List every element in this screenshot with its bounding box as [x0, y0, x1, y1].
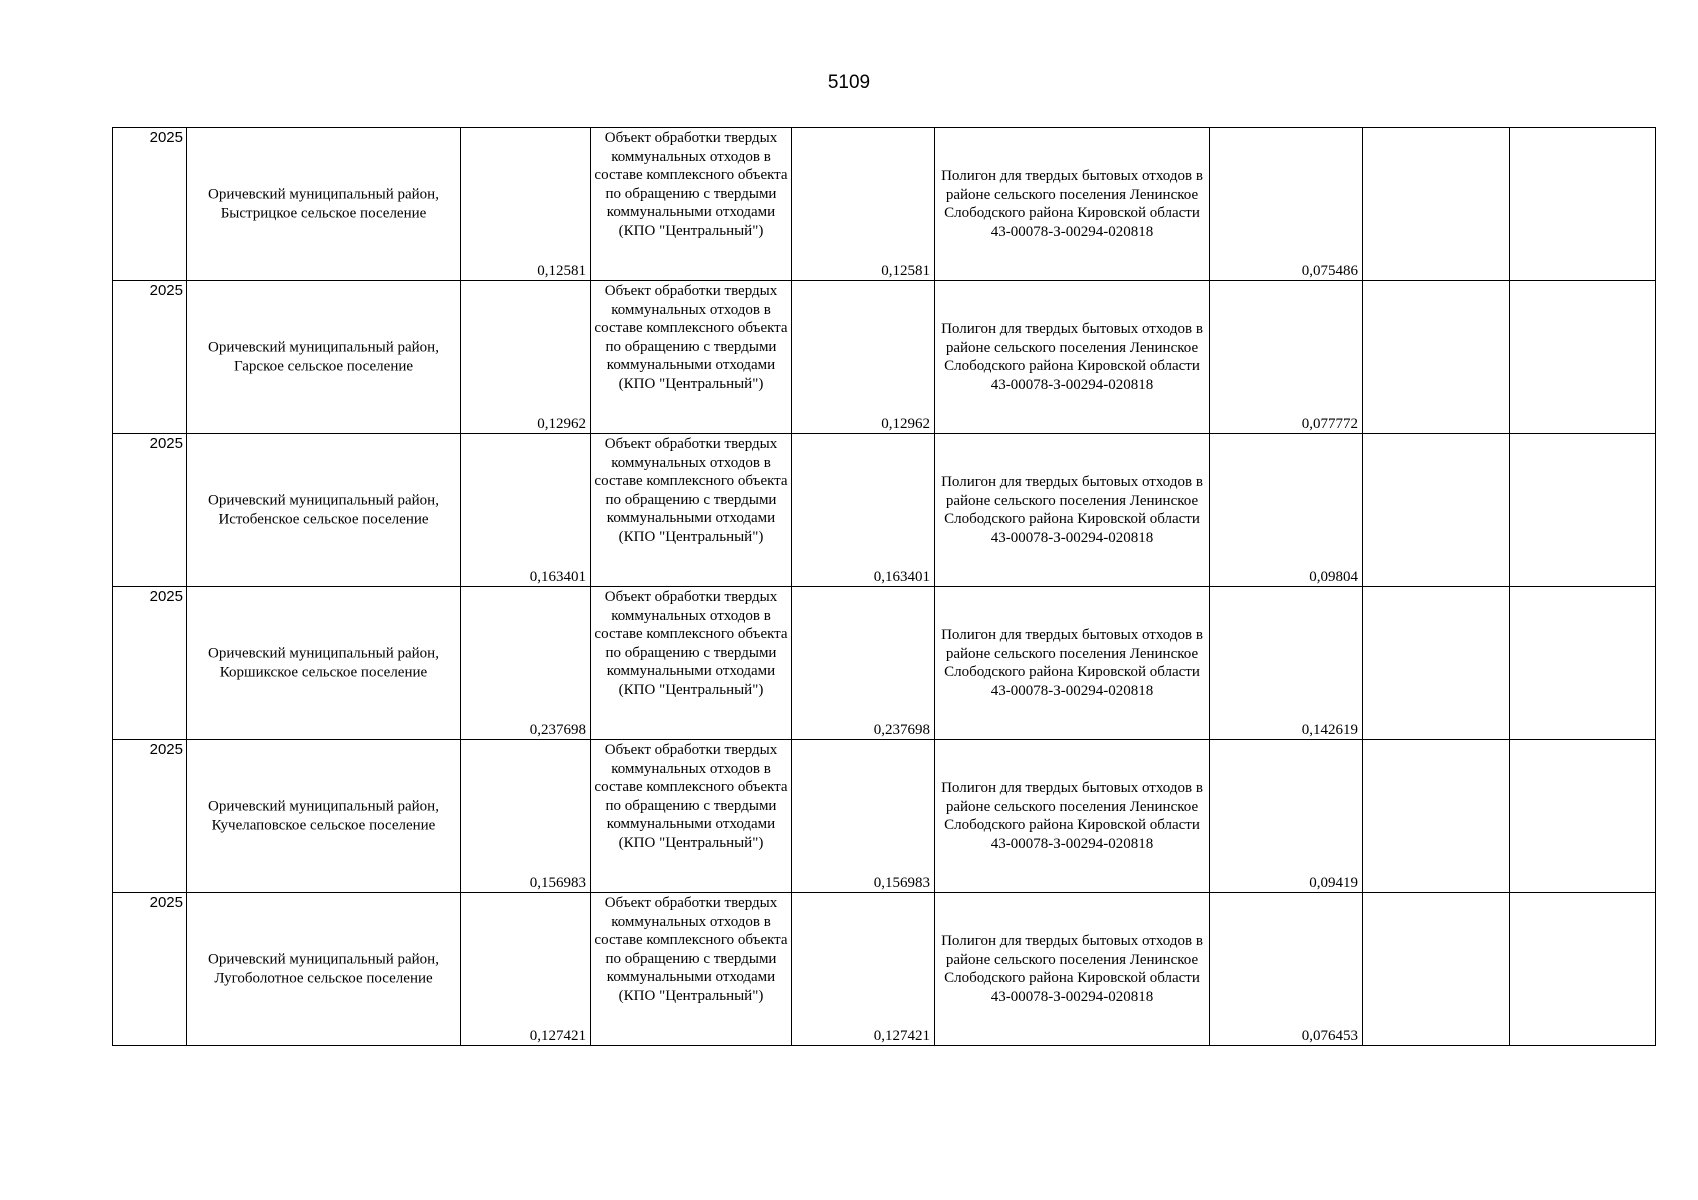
district-name: Оричевский муниципальный район, Коршикское сельское поселение — [208, 645, 439, 680]
value1-cell — [461, 587, 591, 740]
facility-cell — [591, 740, 792, 893]
table-row — [113, 587, 1656, 740]
value3-cell — [1210, 893, 1363, 1046]
value1-cell — [461, 128, 591, 281]
facility-name: Объект обработки твердых коммунальных отходов в составе комплексного объекта по обращению с твердыми коммунальными отходами (КПО "Центральный") — [594, 589, 788, 698]
landfill-cell — [935, 128, 1210, 281]
year-value: 2025 — [149, 435, 183, 452]
value1: 0,163401 — [529, 568, 586, 585]
value1-cell — [461, 434, 591, 587]
value2: 0,163401 — [873, 568, 930, 585]
value1: 0,237698 — [529, 721, 586, 738]
facility-cell — [591, 281, 792, 434]
facility-name: Объект обработки твердых коммунальных отходов в составе комплексного объекта по обращению с твердыми коммунальными отходами (КПО "Центральный") — [594, 283, 788, 392]
landfill-cell — [935, 281, 1210, 434]
year-value: 2025 — [149, 282, 183, 299]
value2: 0,156983 — [873, 874, 930, 891]
value2-cell — [792, 281, 935, 434]
empty-cell-col9 — [1363, 434, 1510, 587]
year-cell — [113, 434, 187, 587]
facility-cell — [591, 434, 792, 587]
empty-cell-col10 — [1510, 434, 1656, 587]
value3: 0,09804 — [1309, 568, 1358, 585]
year-cell — [113, 740, 187, 893]
year-value: 2025 — [149, 129, 183, 146]
value3: 0,09419 — [1309, 874, 1358, 891]
year-cell — [113, 587, 187, 740]
landfill-cell — [935, 893, 1210, 1046]
landfill-name: Полигон для твердых бытовых отходов в районе сельского поселения Ленинское Слободского района Кировской области 43-00078-З-00294-020818 — [941, 168, 1203, 240]
facility-name: Объект обработки твердых коммунальных отходов в составе комплексного объекта по обращению с твердыми коммунальными отходами (КПО "Центральный") — [594, 895, 788, 1004]
empty-cell-col10 — [1510, 740, 1656, 893]
district-cell — [187, 587, 461, 740]
empty-cell-col9 — [1363, 740, 1510, 893]
table-row — [113, 128, 1656, 281]
value2: 0,12581 — [881, 262, 930, 279]
district-name: Оричевский муниципальный район, Истобенское сельское поселение — [208, 492, 439, 527]
value1-cell — [461, 740, 591, 893]
empty-cell-col10 — [1510, 893, 1656, 1046]
value2-cell — [792, 893, 935, 1046]
value3: 0,142619 — [1301, 721, 1358, 738]
year-value: 2025 — [149, 588, 183, 605]
landfill-name: Полигон для твердых бытовых отходов в районе сельского поселения Ленинское Слободского района Кировской области 43-00078-З-00294-020818 — [941, 933, 1203, 1005]
empty-cell-col10 — [1510, 587, 1656, 740]
empty-cell-col9 — [1363, 587, 1510, 740]
year-value: 2025 — [149, 741, 183, 758]
empty-cell-col9 — [1363, 893, 1510, 1046]
empty-cell-col10 — [1510, 128, 1656, 281]
district-name: Оричевский муниципальный район, Гарское сельское поселение — [208, 339, 439, 374]
district-cell — [187, 281, 461, 434]
landfill-cell — [935, 740, 1210, 893]
page-number: 5109 — [827, 72, 871, 93]
value3-cell — [1210, 128, 1363, 281]
value3: 0,077772 — [1301, 415, 1358, 432]
landfill-name: Полигон для твердых бытовых отходов в районе сельского поселения Ленинское Слободского района Кировской области 43-00078-З-00294-020818 — [941, 627, 1203, 699]
value1: 0,12581 — [537, 262, 586, 279]
year-value: 2025 — [149, 894, 183, 911]
year-cell — [113, 281, 187, 434]
value1: 0,127421 — [529, 1027, 586, 1044]
table-row — [113, 740, 1656, 893]
value2-cell — [792, 740, 935, 893]
value3: 0,075486 — [1301, 262, 1358, 279]
district-cell — [187, 893, 461, 1046]
landfill-name: Полигон для твердых бытовых отходов в районе сельского поселения Ленинское Слободского района Кировской области 43-00078-З-00294-020818 — [941, 474, 1203, 546]
value2-cell — [792, 434, 935, 587]
year-cell — [113, 128, 187, 281]
value2: 0,237698 — [873, 721, 930, 738]
facility-name: Объект обработки твердых коммунальных отходов в составе комплексного объекта по обращению с твердыми коммунальными отходами (КПО "Центральный") — [594, 130, 788, 239]
value3-cell — [1210, 281, 1363, 434]
value3-cell — [1210, 434, 1363, 587]
facility-cell — [591, 128, 792, 281]
value1: 0,12962 — [537, 415, 586, 432]
empty-cell-col10 — [1510, 281, 1656, 434]
facility-cell — [591, 893, 792, 1046]
value2: 0,12962 — [881, 415, 930, 432]
year-cell — [113, 893, 187, 1046]
table-row — [113, 893, 1656, 1046]
empty-cell-col9 — [1363, 128, 1510, 281]
value3-cell — [1210, 587, 1363, 740]
value3-cell — [1210, 740, 1363, 893]
value3: 0,076453 — [1301, 1027, 1358, 1044]
value2-cell — [792, 128, 935, 281]
landfill-name: Полигон для твердых бытовых отходов в районе сельского поселения Ленинское Слободского района Кировской области 43-00078-З-00294-020818 — [941, 780, 1203, 852]
facility-name: Объект обработки твердых коммунальных отходов в составе комплексного объекта по обращению с твердыми коммунальными отходами (КПО "Центральный") — [594, 436, 788, 545]
value1-cell — [461, 893, 591, 1046]
landfill-cell — [935, 434, 1210, 587]
empty-cell-col9 — [1363, 281, 1510, 434]
district-cell — [187, 128, 461, 281]
district-cell — [187, 434, 461, 587]
landfill-name: Полигон для твердых бытовых отходов в районе сельского поселения Ленинское Слободского района Кировской области 43-00078-З-00294-020818 — [941, 321, 1203, 393]
facility-name: Объект обработки твердых коммунальных отходов в составе комплексного объекта по обращению с твердыми коммунальными отходами (КПО "Центральный") — [594, 742, 788, 851]
district-name: Оричевский муниципальный район, Быстрицкое сельское поселение — [208, 186, 439, 221]
value1: 0,156983 — [529, 874, 586, 891]
table-row — [113, 434, 1656, 587]
value1-cell — [461, 281, 591, 434]
district-name: Оричевский муниципальный район, Кучелаповское сельское поселение — [208, 798, 439, 833]
table-row — [113, 281, 1656, 434]
value2: 0,127421 — [873, 1027, 930, 1044]
district-cell — [187, 740, 461, 893]
value2-cell — [792, 587, 935, 740]
waste-flow-table — [112, 127, 1656, 1046]
district-name: Оричевский муниципальный район, Лугоболотное сельское поселение — [208, 951, 439, 986]
landfill-cell — [935, 587, 1210, 740]
facility-cell — [591, 587, 792, 740]
